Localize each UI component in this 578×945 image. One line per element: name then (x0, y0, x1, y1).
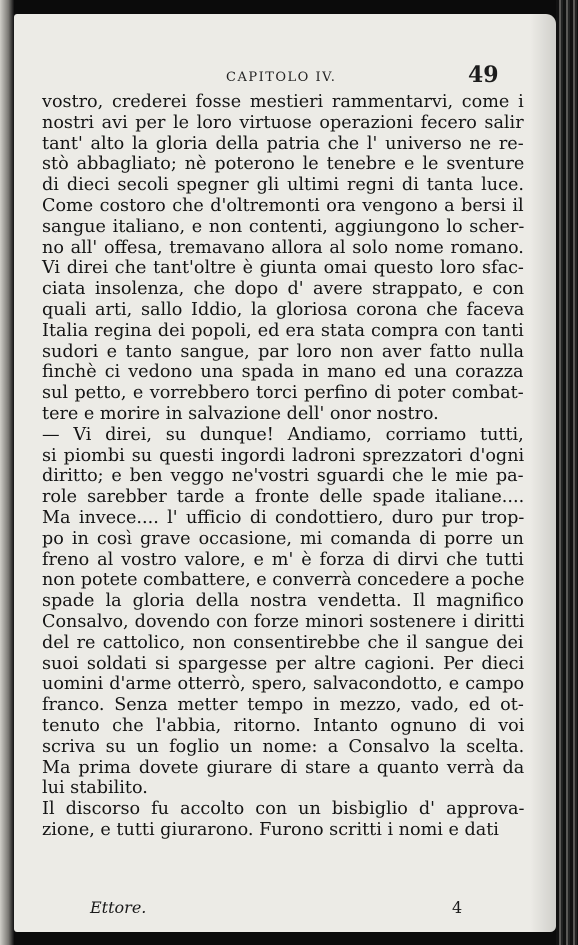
text-line: finchè ci vedono una spada in mano ed una corazza (42, 362, 524, 383)
text-line: non potete combattere, e converrà concedere a poche (42, 570, 525, 591)
text-line: tant' alto la gloria della patria che l' universo ne re- (42, 133, 524, 154)
text-line: freno al vostro valore, e m' è forza di dirvi che tutti (42, 549, 524, 570)
text-line: diritto; e ben veggo ne'vostri sguardi che le mie pa- (42, 466, 524, 487)
text-line: di dieci secoli spegner gli ultimi regni di tanta luce. (42, 175, 524, 196)
text-line: franco. Senza metter tempo in mezzo, vado, ed ot- (42, 695, 524, 716)
text-line: quali arti, sallo Iddio, la gloriosa corona che faceva (42, 299, 525, 320)
text-line: si piombi su questi ingordi ladroni sprezzatori d'ogni (42, 445, 525, 466)
text-line: Il discorso fu accolto con un bisbiglio d' approva- (42, 799, 525, 820)
text-line: sangue italiano, e non contenti, aggiungono lo scher- (42, 216, 525, 237)
text-line: tenuto che l'abbia, ritorno. Intanto ognuno di voi (42, 715, 525, 736)
signature-line (14, 898, 556, 924)
text-line: nostri avi per le loro virtuose operazioni fecero salir (42, 112, 524, 133)
body-text (42, 92, 524, 841)
text-line: del re cattolico, non consentirebbe che il sangue dei (42, 632, 524, 653)
signature-number: 4 (452, 898, 463, 917)
text-line: Ma invece.... l' ufficio di condottiero, duro pur trop- (42, 507, 525, 528)
text-line: Come costoro che d'oltremonti ora vengono a bersi il (42, 195, 524, 216)
text-line: Consalvo, dovendo con forze minori sostenere i diritti (42, 611, 525, 632)
text-line: no all' offesa, tremavano allora al solo nome romano. (42, 237, 524, 258)
text-line: scriva su un foglio un nome: a Consalvo la scelta. (42, 736, 525, 757)
text-line: sul petto, e vorrebbero torci perfino di poter combat- (42, 383, 524, 404)
text-line: po in così grave occasione, mi comanda di porre un (42, 528, 524, 549)
text-line: role sarebber tarde a fronte delle spade italiane.... (42, 487, 525, 508)
chapter-heading: CAPITOLO IV. (226, 70, 337, 85)
text-line: Ma prima dovete giurare di stare a quanto verrà da (42, 757, 525, 778)
page-number: 49 (468, 62, 499, 88)
page-shadow (530, 14, 556, 932)
text-line: zione, e tutti giurarono. Furono scritti i nomi e dati (42, 819, 499, 840)
book-page-stack-edge (556, 0, 578, 945)
book-spine-edge (0, 0, 14, 945)
text-line: uomini d'arme otterrò, spero, salvacondotto, e campo (42, 674, 525, 695)
text-line: ciata insolenza, che dopo d' avere strappato, e con (42, 279, 525, 300)
running-head (14, 62, 556, 92)
text-line: stò abbagliato; nè poterono le tenebre e le sventure (42, 154, 525, 175)
text-line: tere e morire in salvazione dell' onor nostro. (42, 403, 439, 424)
book-page (14, 14, 556, 932)
text-line: — Vi direi, su dunque! Andiamo, corriamo tutti, (42, 424, 524, 445)
text-line: suoi soldati si spargesse per altre cagioni. Per dieci (42, 653, 525, 674)
text-line: vostro, crederei fosse mestieri rammentarvi, come i (42, 92, 524, 112)
text-line: sudori e tanto sangue, par loro non aver fatto nulla (42, 341, 525, 362)
text-line: Vi direi che tant'oltre è giunta omai questo loro sfac- (42, 258, 524, 279)
signature-title: Ettore. (90, 898, 147, 917)
text-line: spade la gloria della nostra vendetta. Il magnifico (42, 591, 524, 612)
text-line: lui stabilito. (42, 778, 148, 799)
text-line: Italia regina dei popoli, ed era stata compra con tanti (42, 320, 524, 341)
